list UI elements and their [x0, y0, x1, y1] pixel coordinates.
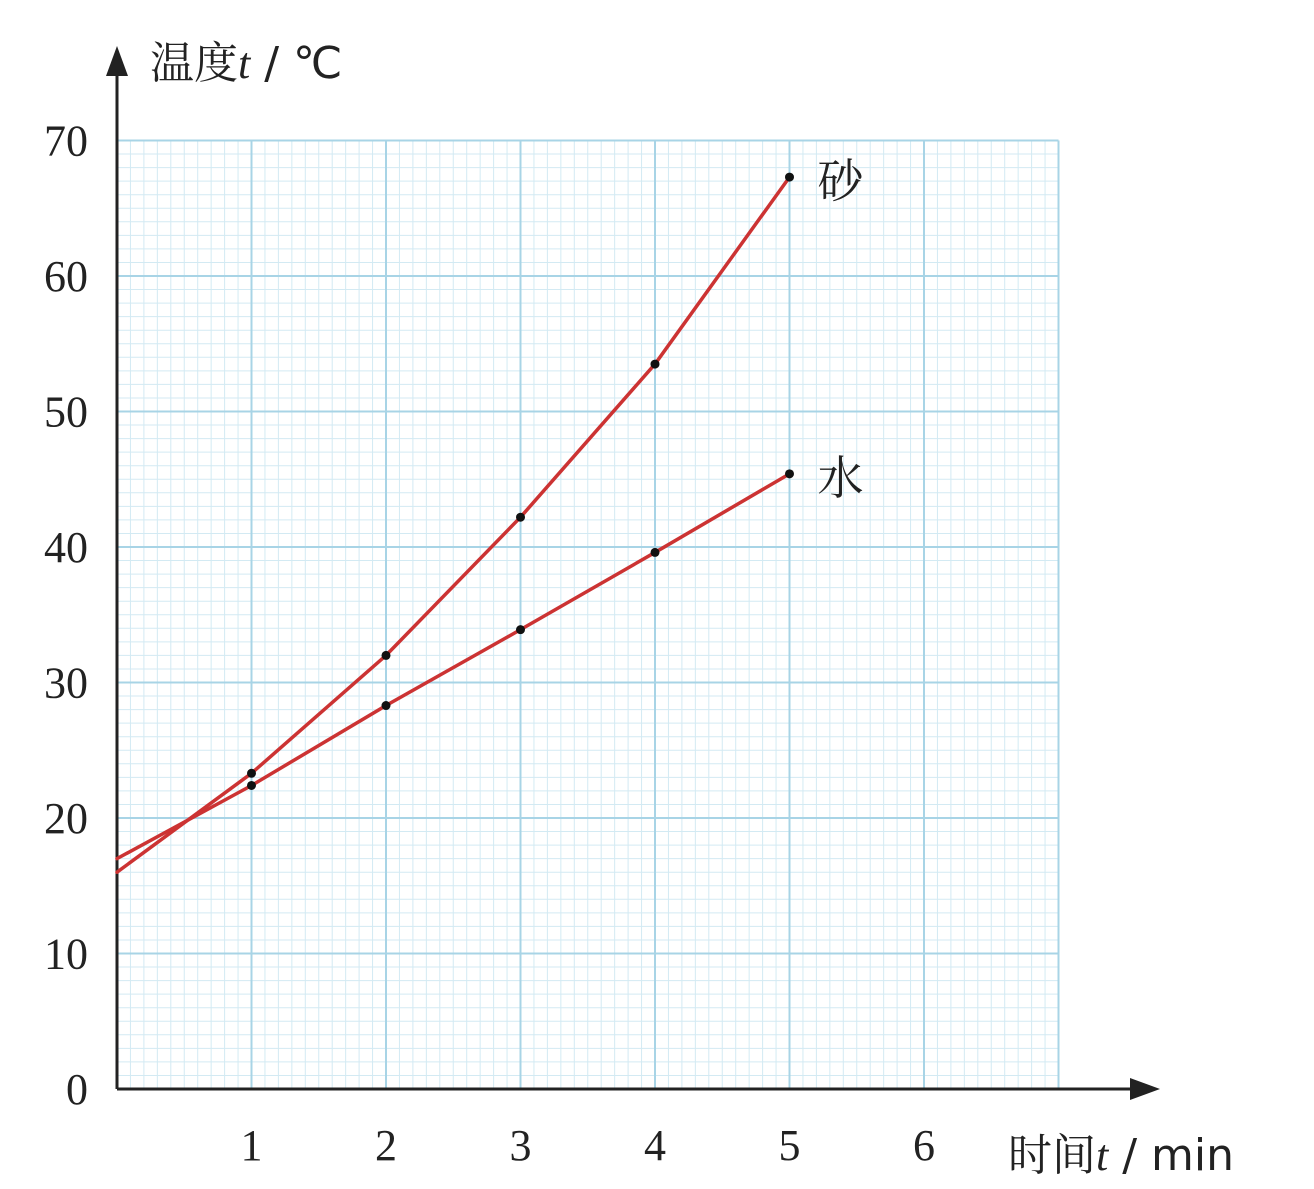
x-tick-label: 2 — [375, 1121, 397, 1170]
x-tick-label: 4 — [644, 1121, 666, 1170]
y-axis-title: 温度t / ℃ — [150, 38, 343, 89]
x-tick-label: 3 — [509, 1121, 532, 1170]
y-tick-label: 50 — [44, 387, 88, 437]
series-label-1: 砂 — [817, 154, 864, 209]
x-tick-label: 6 — [913, 1121, 935, 1170]
data-point — [247, 781, 256, 790]
y-tick-label: 10 — [44, 929, 88, 979]
data-point — [651, 360, 660, 369]
data-point — [516, 513, 525, 522]
data-point — [516, 625, 525, 634]
y-tick-label: 60 — [44, 252, 88, 301]
data-point — [785, 469, 794, 478]
y-tick-label: 0 — [66, 1065, 88, 1114]
x-tick-label: 1 — [240, 1121, 263, 1170]
data-point — [382, 651, 391, 660]
x-tick-label: 5 — [778, 1121, 801, 1170]
y-tick-label: 40 — [44, 523, 88, 572]
data-point — [785, 173, 794, 182]
y-tick-label: 20 — [44, 794, 88, 843]
y-tick-label: 30 — [44, 658, 88, 708]
series-label-2: 水 — [817, 450, 864, 505]
data-point — [382, 701, 391, 710]
data-point — [651, 548, 660, 557]
y-tick-label: 70 — [44, 116, 88, 166]
x-axis-title: 时间t / min — [1008, 1130, 1235, 1181]
data-point — [247, 769, 256, 778]
